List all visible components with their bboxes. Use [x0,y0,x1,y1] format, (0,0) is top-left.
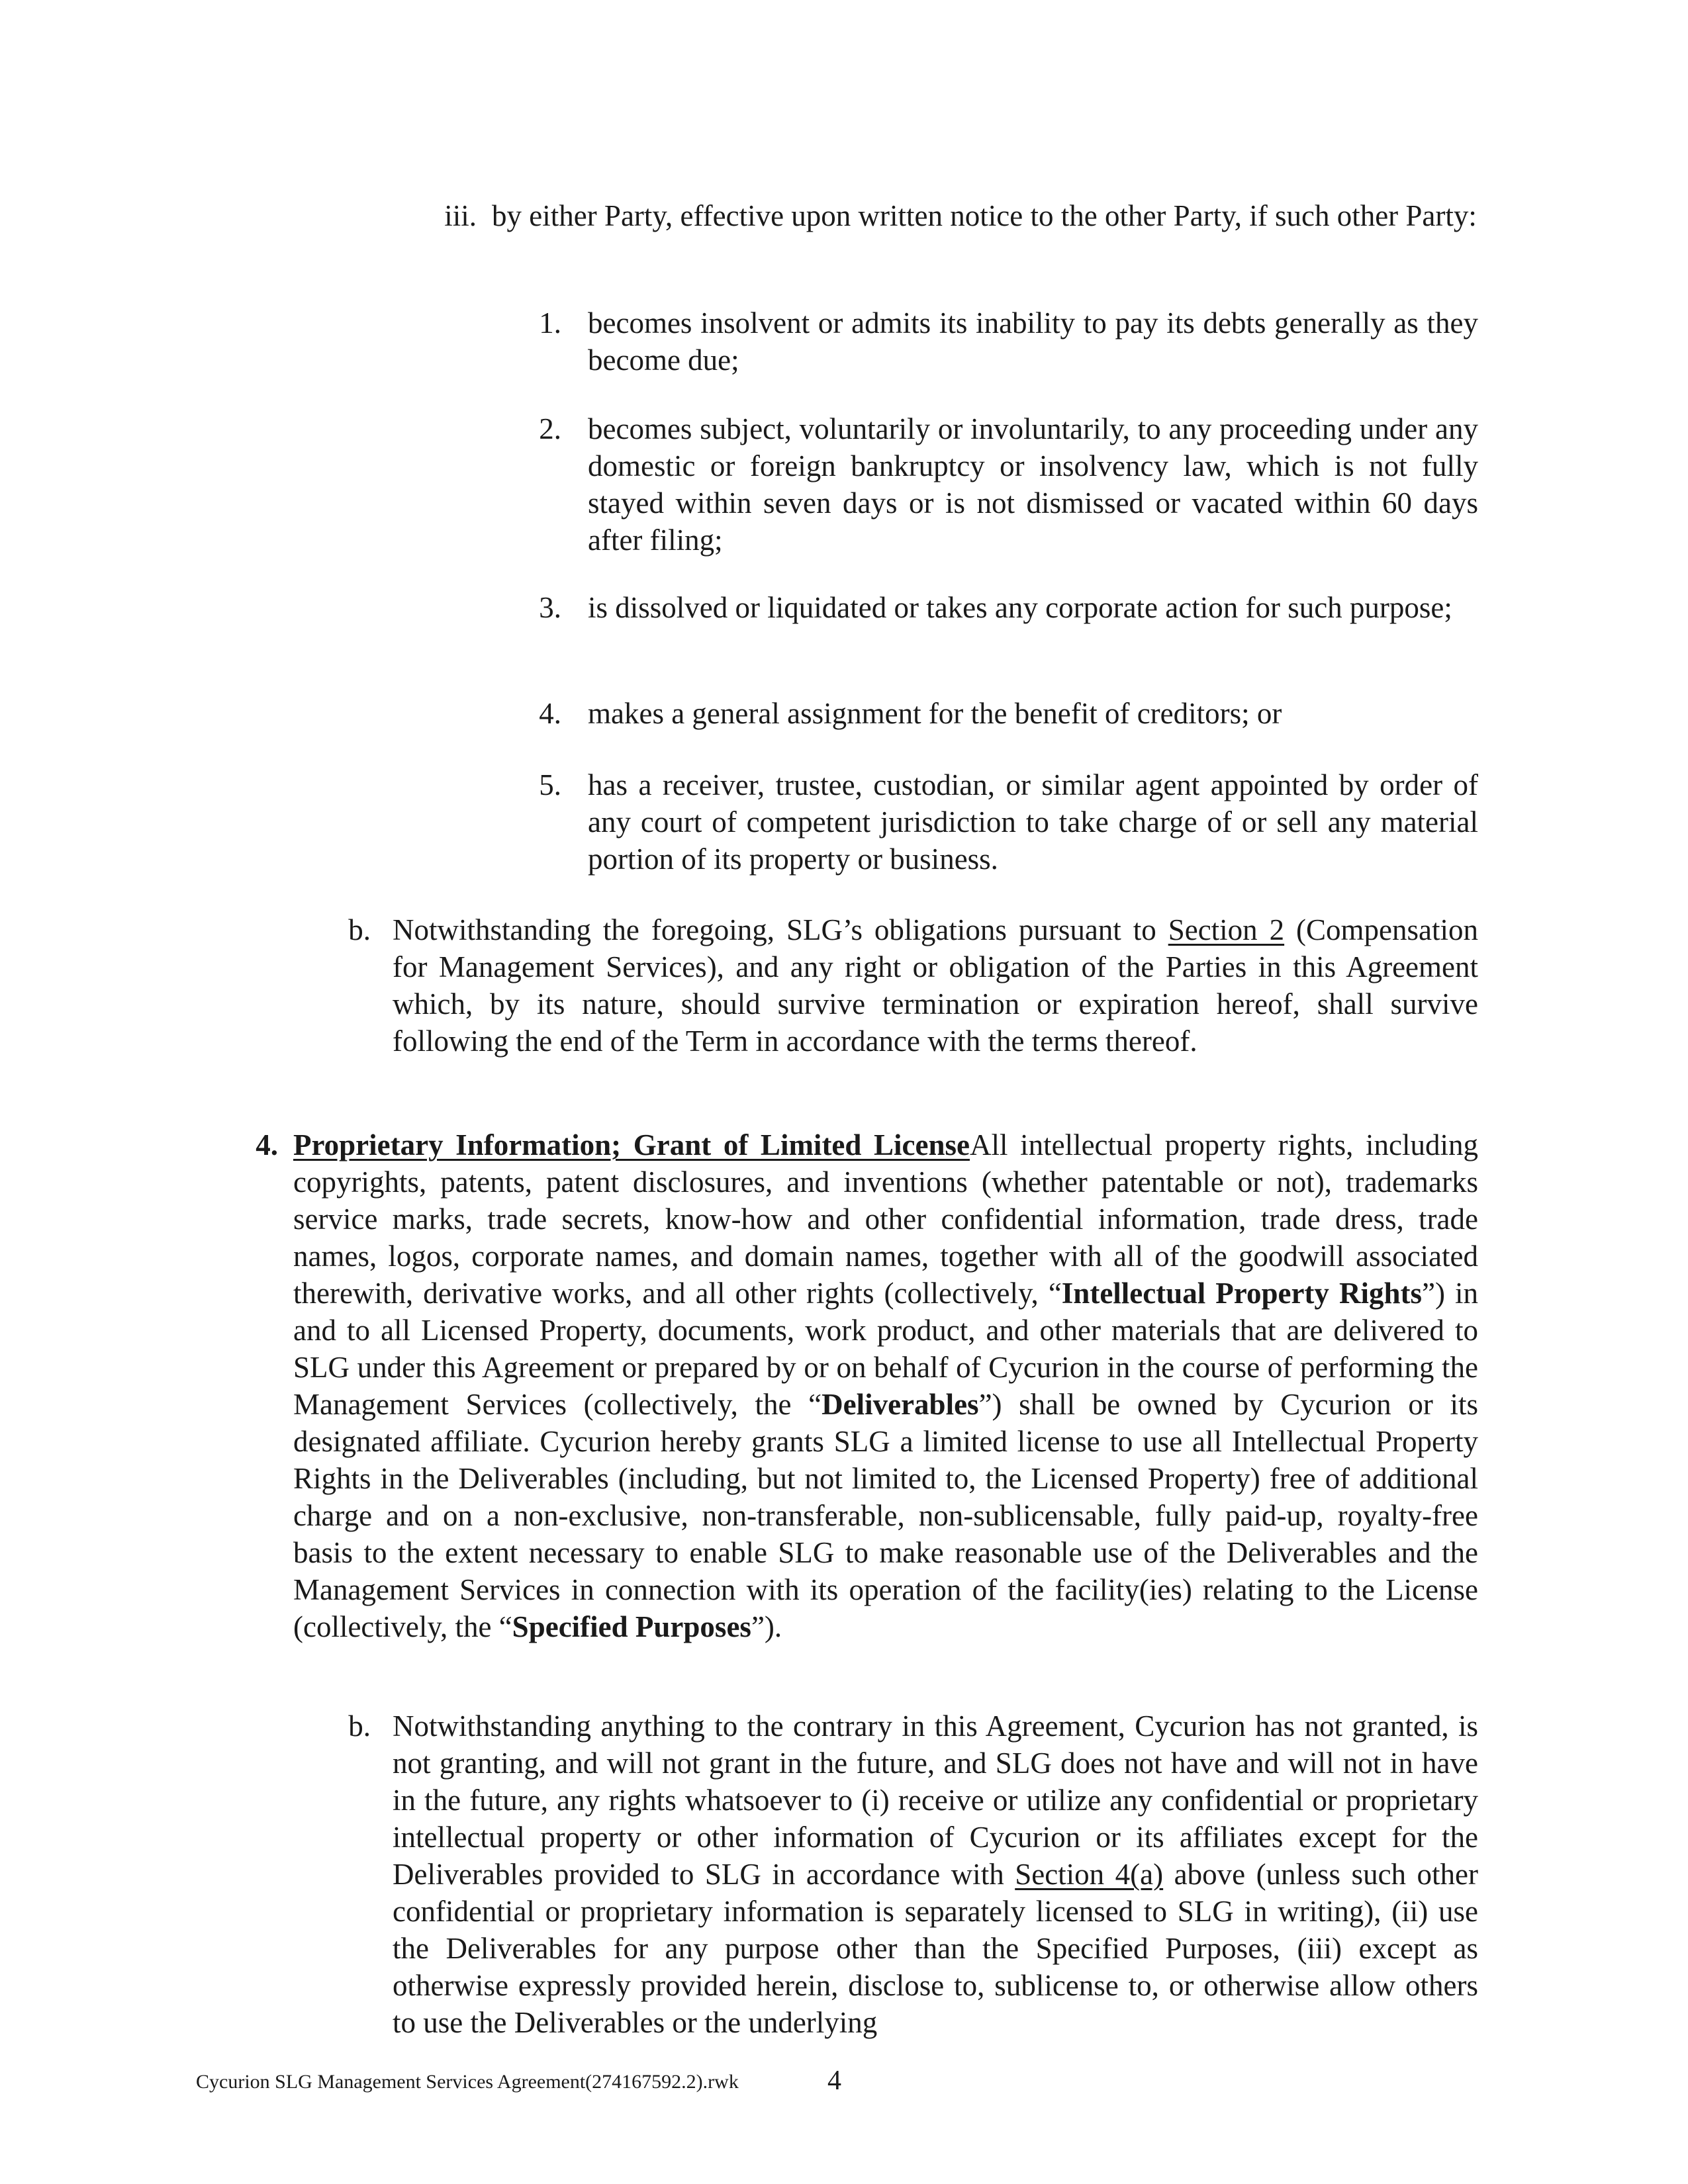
item-1-marker: 1. [539,306,561,340]
item-5-text: has a receiver, trustee, custodian, or similar agent appointed by order of any court of competent jurisdiction to take charge of or sell any material portion of its property or business. [588,768,1478,876]
footer-document-name: Cycurion SLG Management Services Agreement(274167592.2).rwk [196,2071,739,2093]
clause-3b-text-1: Notwithstanding the foregoing, SLG’s obligations pursuant to [393,913,1168,946]
section-4-heading: Proprietary Information; Grant of Limited License [293,1128,970,1161]
clause-4b-paragraph [393,1707,1478,2041]
item-1-text: becomes insolvent or admits its inability to pay its debts generally as they become due; [588,306,1478,377]
section-4-marker: 4. [256,1128,278,1161]
item-3-marker: 3. [539,591,561,624]
clause-4b-marker: b. [348,1709,371,1743]
section-2-reference: Section 2 [1168,913,1285,946]
item-2-marker: 2. [539,412,561,445]
section-4a-reference: Section 4(a) [1015,1858,1164,1891]
clause-3b-marker: b. [348,913,371,946]
section-4-paragraph [293,1126,1478,1645]
clause-4b-text-2: above (unless such other confidential or proprietary information is separately licensed to SLG in writing), (ii) use the Deliverables for any purpose other than the Specified Purposes, (iii) except as otherwise expressly provided herein, disclose to, sublicense to, or otherwise allow others to use the Deliverables or the underlying [393,1858,1478,2039]
item-4-marker: 4. [539,697,561,730]
clause-iii-text: by either Party, effective upon written notice to the other Party, if such other Party: [492,199,1477,232]
item-5-marker: 5. [539,768,561,801]
item-4-text: makes a general assignment for the benefit of creditors; or [588,697,1282,730]
clause-3b-text-2: (Compensation for Management Services), and any right or obligation of the Parties in this Agreement which, by its nature, should survive termination or expiration hereof, shall survive following the end of the Term in accordance with the terms thereof. [393,913,1479,1058]
term-specified-purposes: Specified Purposes [512,1610,751,1643]
term-deliverables: Deliverables [821,1388,979,1421]
term-intellectual-property-rights: Intellectual Property Rights [1061,1277,1422,1310]
clause-4b-text-1: Notwithstanding anything to the contrary in this Agreement, Cycurion has not granted, is not granting, and will not grant in the future, and SLG does not have and will not in have in the future, any rights whatsoever to (i) receive or utilize any confidential or proprietary intellectual property or other information of Cycurion or its affiliates except for the Deliverables provided to SLG in accordance with [393,1709,1478,1891]
item-2-text: becomes subject, voluntarily or involuntarily, to any proceeding under any domestic or foreign bankruptcy or insolvency law, which is not fully stayed within seven days or is not dismissed or vacated within 60 days after filing; [588,412,1478,557]
clause-iii-marker: iii. [444,199,477,232]
footer-page-number: 4 [827,2066,841,2096]
section-4-text-2: ”) in and to all Licensed Property, documents, work product, and other materials that are delivered to SLG under this Agreement or prepared by or on behalf of Cycurion in the course of performing the Management Services (collectively, the “ [293,1277,1478,1421]
section-4-text-1: All intellectual property rights, including copyrights, patents, patent disclosures, and inventions (whether patentable or not), trademarks service marks, trade secrets, know-how and other confidential information, trade dress, trade names, logos, corporate names, and domain names, together with all of the goodwill associated therewith, derivative works, and all other rights (collectively, “ [293,1128,1478,1310]
section-4-text-4: ”). [751,1610,782,1643]
item-3-text: is dissolved or liquidated or takes any corporate action for such purpose; [588,591,1452,624]
clause-3b-paragraph [393,911,1478,1060]
section-4-text-3: ”) shall be owned by Cycurion or its designated affiliate. Cycurion hereby grants SLG a limited license to use all Intellectual Property Rights in the Deliverables (including, but not limited to, the Licensed Property) free of additional charge and on a non-exclusive, non-transferable, non-sublicensable, fully paid-up, royalty-free basis to the extent necessary to enable SLG to make reasonable use of the Deliverables and the Management Services in connection with its operation of the facility(ies) relating to the License (collectively, the “ [293,1388,1478,1643]
